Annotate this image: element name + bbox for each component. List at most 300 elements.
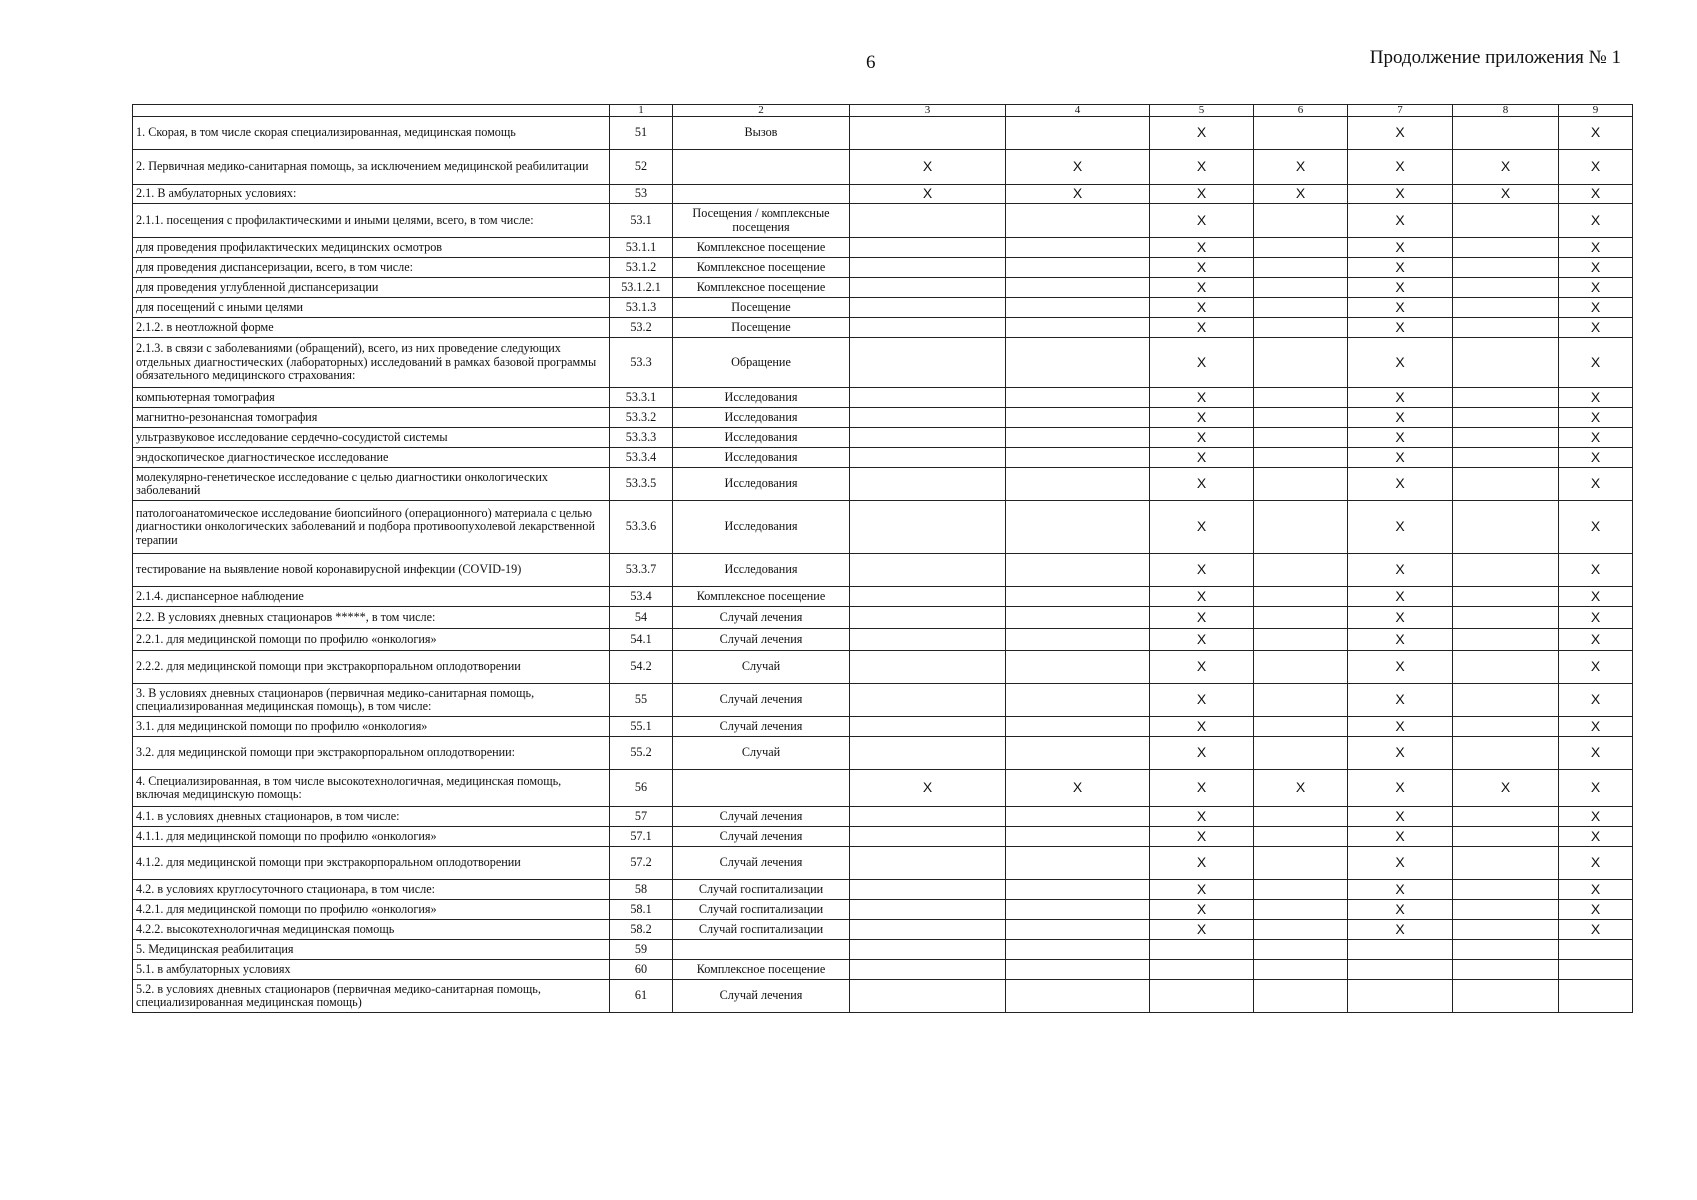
mark-cell-c7: X [1348, 807, 1453, 827]
mark-cell-c4 [1006, 408, 1150, 428]
table-row [133, 587, 1633, 607]
mark-cell-c4 [1006, 880, 1150, 900]
table-row [133, 554, 1633, 587]
unit-cell: Комплексное посещение [673, 278, 850, 298]
mark-cell-c5: X [1150, 737, 1254, 770]
column-header [133, 105, 610, 117]
mark-cell-c6 [1254, 629, 1348, 651]
column-number-row [133, 105, 1633, 117]
mark-cell-c8: X [1453, 770, 1559, 807]
mark-cell-c4 [1006, 737, 1150, 770]
mark-cell-c7: X [1348, 847, 1453, 880]
unit-cell: Комплексное посещение [673, 238, 850, 258]
mark-cell-c8 [1453, 388, 1559, 408]
mark-cell-c8 [1453, 318, 1559, 338]
unit-cell: Случай лечения [673, 629, 850, 651]
mark-cell-c6: X [1254, 185, 1348, 204]
unit-cell: Исследования [673, 388, 850, 408]
mark-cell-c3 [850, 204, 1006, 238]
mark-cell-c9: X [1559, 117, 1633, 150]
line-number-cell: 55 [610, 684, 673, 717]
table-row [133, 298, 1633, 318]
mark-cell-c6 [1254, 940, 1348, 960]
row-name-cell: 5.1. в амбулаторных условиях [133, 960, 610, 980]
mark-cell-c5: X [1150, 900, 1254, 920]
mark-cell-c5: X [1150, 920, 1254, 940]
line-number-cell: 53.4 [610, 587, 673, 607]
mark-cell-c4 [1006, 258, 1150, 278]
table-row [133, 448, 1633, 468]
mark-cell-c4 [1006, 629, 1150, 651]
table-row [133, 900, 1633, 920]
row-name-cell: для посещений с иными целями [133, 298, 610, 318]
mark-cell-c3 [850, 408, 1006, 428]
mark-cell-c4 [1006, 940, 1150, 960]
unit-cell: Случай лечения [673, 717, 850, 737]
table-row [133, 468, 1633, 501]
mark-cell-c9: X [1559, 607, 1633, 629]
mark-cell-c9: X [1559, 388, 1633, 408]
line-number-cell: 53.3.1 [610, 388, 673, 408]
mark-cell-c7: X [1348, 428, 1453, 448]
mark-cell-c7: X [1348, 587, 1453, 607]
mark-cell-c4 [1006, 298, 1150, 318]
mark-cell-c6 [1254, 448, 1348, 468]
mark-cell-c3: X [850, 770, 1006, 807]
mark-cell-c3: X [850, 185, 1006, 204]
mark-cell-c4 [1006, 980, 1150, 1013]
table-row [133, 920, 1633, 940]
mark-cell-c5: X [1150, 185, 1254, 204]
table-row [133, 408, 1633, 428]
unit-cell: Случай [673, 737, 850, 770]
mark-cell-c4 [1006, 428, 1150, 448]
mark-cell-c9: X [1559, 770, 1633, 807]
mark-cell-c6 [1254, 388, 1348, 408]
line-number-cell: 53.1 [610, 204, 673, 238]
mark-cell-c5: X [1150, 717, 1254, 737]
mark-cell-c9: X [1559, 428, 1633, 448]
mark-cell-c9: X [1559, 278, 1633, 298]
table-row [133, 940, 1633, 960]
unit-cell: Случай [673, 651, 850, 684]
mark-cell-c3 [850, 807, 1006, 827]
mark-cell-c5: X [1150, 880, 1254, 900]
line-number-cell: 54 [610, 607, 673, 629]
unit-cell: Исследования [673, 428, 850, 448]
mark-cell-c7: X [1348, 318, 1453, 338]
line-number-cell: 58.1 [610, 900, 673, 920]
row-name-cell: молекулярно-генетическое исследование с целью диагностики онкологических заболеваний [133, 468, 610, 501]
unit-cell: Случай лечения [673, 847, 850, 880]
column-header: 1 [610, 105, 673, 117]
mark-cell-c6 [1254, 607, 1348, 629]
mark-cell-c8 [1453, 651, 1559, 684]
mark-cell-c4 [1006, 318, 1150, 338]
table-row [133, 960, 1633, 980]
row-name-cell: ультразвуковое исследование сердечно-сосудистой системы [133, 428, 610, 448]
mark-cell-c8: X [1453, 185, 1559, 204]
row-name-cell: тестирование на выявление новой коронавирусной инфекции (COVID-19) [133, 554, 610, 587]
mark-cell-c5: X [1150, 318, 1254, 338]
column-header: 8 [1453, 105, 1559, 117]
mark-cell-c7: X [1348, 684, 1453, 717]
mark-cell-c7: X [1348, 338, 1453, 388]
line-number-cell: 57.2 [610, 847, 673, 880]
row-name-cell: 4. Специализированная, в том числе высокотехнологичная, медицинская помощь, включая медицинскую помощь: [133, 770, 610, 807]
mark-cell-c5 [1150, 960, 1254, 980]
mark-cell-c3 [850, 980, 1006, 1013]
mark-cell-c9: X [1559, 448, 1633, 468]
mark-cell-c7: X [1348, 651, 1453, 684]
mark-cell-c8 [1453, 117, 1559, 150]
mark-cell-c6 [1254, 338, 1348, 388]
mark-cell-c8 [1453, 554, 1559, 587]
row-name-cell: 2.1.2. в неотложной форме [133, 318, 610, 338]
mark-cell-c3 [850, 827, 1006, 847]
mark-cell-c4 [1006, 554, 1150, 587]
unit-cell: Случай госпитализации [673, 920, 850, 940]
mark-cell-c4 [1006, 501, 1150, 554]
unit-cell: Случай госпитализации [673, 900, 850, 920]
mark-cell-c6 [1254, 501, 1348, 554]
mark-cell-c8 [1453, 960, 1559, 980]
mark-cell-c9: X [1559, 501, 1633, 554]
unit-cell: Вызов [673, 117, 850, 150]
appendix-continuation-note: Продолжение приложения № 1 [1369, 47, 1621, 68]
line-number-cell: 56 [610, 770, 673, 807]
mark-cell-c9: X [1559, 238, 1633, 258]
mark-cell-c4 [1006, 448, 1150, 468]
column-header: 3 [850, 105, 1006, 117]
row-name-cell: 2.2.2. для медицинской помощи при экстракорпоральном оплодотворении [133, 651, 610, 684]
unit-cell: Случай лечения [673, 980, 850, 1013]
row-name-cell: для проведения профилактических медицинских осмотров [133, 238, 610, 258]
mark-cell-c9: X [1559, 338, 1633, 388]
mark-cell-c4: X [1006, 185, 1150, 204]
mark-cell-c5: X [1150, 629, 1254, 651]
mark-cell-c8 [1453, 204, 1559, 238]
mark-cell-c8 [1453, 468, 1559, 501]
mark-cell-c8 [1453, 940, 1559, 960]
line-number-cell: 53 [610, 185, 673, 204]
row-name-cell: 2.1.1. посещения с профилактическими и иными целями, всего, в том числе: [133, 204, 610, 238]
mark-cell-c3 [850, 117, 1006, 150]
mark-cell-c5: X [1150, 651, 1254, 684]
unit-cell [673, 185, 850, 204]
mark-cell-c9: X [1559, 717, 1633, 737]
mark-cell-c5: X [1150, 468, 1254, 501]
unit-cell: Исследования [673, 468, 850, 501]
unit-cell: Обращение [673, 338, 850, 388]
mark-cell-c4 [1006, 847, 1150, 880]
mark-cell-c3 [850, 468, 1006, 501]
mark-cell-c9: X [1559, 827, 1633, 847]
line-number-cell: 53.1.2.1 [610, 278, 673, 298]
row-name-cell: 4.1.2. для медицинской помощи при экстракорпоральном оплодотворении [133, 847, 610, 880]
mark-cell-c8 [1453, 338, 1559, 388]
mark-cell-c7 [1348, 980, 1453, 1013]
unit-cell: Случай лечения [673, 827, 850, 847]
mark-cell-c9 [1559, 940, 1633, 960]
mark-cell-c3 [850, 448, 1006, 468]
table-row [133, 629, 1633, 651]
mark-cell-c8 [1453, 258, 1559, 278]
mark-cell-c9: X [1559, 318, 1633, 338]
appendix-table [132, 104, 1633, 1013]
mark-cell-c7: X [1348, 150, 1453, 185]
line-number-cell: 53.1.3 [610, 298, 673, 318]
line-number-cell: 58.2 [610, 920, 673, 940]
table-row [133, 827, 1633, 847]
table-body [133, 105, 1633, 1013]
mark-cell-c6 [1254, 117, 1348, 150]
row-name-cell: 2. Первичная медико-санитарная помощь, за исключением медицинской реабилитации [133, 150, 610, 185]
table-row [133, 770, 1633, 807]
column-header: 4 [1006, 105, 1150, 117]
mark-cell-c8 [1453, 847, 1559, 880]
mark-cell-c8 [1453, 717, 1559, 737]
line-number-cell: 53.3.7 [610, 554, 673, 587]
mark-cell-c8 [1453, 900, 1559, 920]
mark-cell-c3 [850, 587, 1006, 607]
mark-cell-c7: X [1348, 554, 1453, 587]
mark-cell-c8 [1453, 684, 1559, 717]
mark-cell-c7: X [1348, 468, 1453, 501]
mark-cell-c8: X [1453, 150, 1559, 185]
mark-cell-c3 [850, 501, 1006, 554]
row-name-cell: 2.2.1. для медицинской помощи по профилю «онкология» [133, 629, 610, 651]
column-header: 6 [1254, 105, 1348, 117]
mark-cell-c9: X [1559, 204, 1633, 238]
mark-cell-c5 [1150, 980, 1254, 1013]
mark-cell-c7 [1348, 940, 1453, 960]
table-row [133, 185, 1633, 204]
mark-cell-c5: X [1150, 827, 1254, 847]
mark-cell-c4 [1006, 717, 1150, 737]
table-row [133, 388, 1633, 408]
mark-cell-c5: X [1150, 501, 1254, 554]
line-number-cell: 53.3 [610, 338, 673, 388]
mark-cell-c5: X [1150, 117, 1254, 150]
mark-cell-c4 [1006, 117, 1150, 150]
row-name-cell: 5. Медицинская реабилитация [133, 940, 610, 960]
mark-cell-c5: X [1150, 278, 1254, 298]
mark-cell-c8 [1453, 501, 1559, 554]
unit-cell: Комплексное посещение [673, 960, 850, 980]
mark-cell-c9: X [1559, 684, 1633, 717]
line-number-cell: 52 [610, 150, 673, 185]
mark-cell-c5: X [1150, 847, 1254, 880]
page-number: 6 [866, 52, 876, 73]
mark-cell-c8 [1453, 980, 1559, 1013]
mark-cell-c5: X [1150, 587, 1254, 607]
mark-cell-c7 [1348, 960, 1453, 980]
mark-cell-c6 [1254, 278, 1348, 298]
mark-cell-c3 [850, 847, 1006, 880]
mark-cell-c8 [1453, 807, 1559, 827]
mark-cell-c3 [850, 900, 1006, 920]
mark-cell-c9: X [1559, 629, 1633, 651]
table-row [133, 847, 1633, 880]
row-name-cell: 4.2. в условиях круглосуточного стационара, в том числе: [133, 880, 610, 900]
row-name-cell: эндоскопическое диагностическое исследование [133, 448, 610, 468]
mark-cell-c4 [1006, 920, 1150, 940]
mark-cell-c4 [1006, 684, 1150, 717]
line-number-cell: 53.1.2 [610, 258, 673, 278]
unit-cell [673, 150, 850, 185]
unit-cell: Исследования [673, 448, 850, 468]
mark-cell-c3 [850, 554, 1006, 587]
mark-cell-c6 [1254, 900, 1348, 920]
mark-cell-c8 [1453, 827, 1559, 847]
line-number-cell: 53.2 [610, 318, 673, 338]
row-name-cell: 4.2.1. для медицинской помощи по профилю «онкология» [133, 900, 610, 920]
line-number-cell: 53.3.5 [610, 468, 673, 501]
line-number-cell: 57 [610, 807, 673, 827]
mark-cell-c7: X [1348, 880, 1453, 900]
mark-cell-c9: X [1559, 880, 1633, 900]
mark-cell-c9: X [1559, 847, 1633, 880]
mark-cell-c8 [1453, 737, 1559, 770]
unit-cell: Случай лечения [673, 607, 850, 629]
mark-cell-c8 [1453, 920, 1559, 940]
row-name-cell: магнитно-резонансная томография [133, 408, 610, 428]
mark-cell-c7: X [1348, 408, 1453, 428]
mark-cell-c4 [1006, 900, 1150, 920]
table-row [133, 501, 1633, 554]
mark-cell-c5: X [1150, 388, 1254, 408]
table-row [133, 980, 1633, 1013]
row-name-cell: для проведения диспансеризации, всего, в том числе: [133, 258, 610, 278]
unit-cell: Исследования [673, 554, 850, 587]
table-row [133, 258, 1633, 278]
line-number-cell: 61 [610, 980, 673, 1013]
mark-cell-c4 [1006, 651, 1150, 684]
line-number-cell: 53.1.1 [610, 238, 673, 258]
mark-cell-c5: X [1150, 448, 1254, 468]
mark-cell-c8 [1453, 880, 1559, 900]
mark-cell-c3 [850, 960, 1006, 980]
row-name-cell: 1. Скорая, в том числе скорая специализированная, медицинская помощь [133, 117, 610, 150]
line-number-cell: 60 [610, 960, 673, 980]
mark-cell-c7: X [1348, 258, 1453, 278]
mark-cell-c9: X [1559, 185, 1633, 204]
mark-cell-c6 [1254, 318, 1348, 338]
unit-cell: Исследования [673, 501, 850, 554]
mark-cell-c5: X [1150, 298, 1254, 318]
mark-cell-c3 [850, 737, 1006, 770]
mark-cell-c9: X [1559, 298, 1633, 318]
mark-cell-c3 [850, 258, 1006, 278]
table-row [133, 117, 1633, 150]
mark-cell-c8 [1453, 238, 1559, 258]
mark-cell-c9: X [1559, 737, 1633, 770]
mark-cell-c4 [1006, 388, 1150, 408]
mark-cell-c4 [1006, 607, 1150, 629]
mark-cell-c3 [850, 651, 1006, 684]
row-name-cell: 4.1.1. для медицинской помощи по профилю «онкология» [133, 827, 610, 847]
mark-cell-c9: X [1559, 468, 1633, 501]
unit-cell: Посещение [673, 298, 850, 318]
mark-cell-c6 [1254, 960, 1348, 980]
mark-cell-c6 [1254, 737, 1348, 770]
mark-cell-c3 [850, 684, 1006, 717]
mark-cell-c3 [850, 388, 1006, 408]
mark-cell-c4: X [1006, 770, 1150, 807]
mark-cell-c4 [1006, 238, 1150, 258]
table-row [133, 150, 1633, 185]
line-number-cell: 57.1 [610, 827, 673, 847]
line-number-cell: 51 [610, 117, 673, 150]
mark-cell-c7: X [1348, 448, 1453, 468]
mark-cell-c3 [850, 940, 1006, 960]
mark-cell-c6 [1254, 238, 1348, 258]
unit-cell: Случай лечения [673, 807, 850, 827]
mark-cell-c7: X [1348, 278, 1453, 298]
mark-cell-c8 [1453, 629, 1559, 651]
unit-cell: Посещение [673, 318, 850, 338]
line-number-cell: 58 [610, 880, 673, 900]
mark-cell-c4: X [1006, 150, 1150, 185]
mark-cell-c6 [1254, 717, 1348, 737]
mark-cell-c6 [1254, 807, 1348, 827]
mark-cell-c7: X [1348, 388, 1453, 408]
mark-cell-c5 [1150, 940, 1254, 960]
mark-cell-c3 [850, 880, 1006, 900]
mark-cell-c8 [1453, 278, 1559, 298]
mark-cell-c4 [1006, 468, 1150, 501]
row-name-cell: патологоанатомическое исследование биопсийного (операционного) материала с целью диагностики онкологических заболеваний и подбора противоопухолевой лекарственной терапии [133, 501, 610, 554]
mark-cell-c5: X [1150, 607, 1254, 629]
mark-cell-c6 [1254, 298, 1348, 318]
mark-cell-c7: X [1348, 117, 1453, 150]
mark-cell-c5: X [1150, 258, 1254, 278]
mark-cell-c9: X [1559, 900, 1633, 920]
table-row [133, 651, 1633, 684]
mark-cell-c6 [1254, 651, 1348, 684]
table-row [133, 684, 1633, 717]
line-number-cell: 53.3.2 [610, 408, 673, 428]
mark-cell-c5: X [1150, 204, 1254, 238]
mark-cell-c4 [1006, 827, 1150, 847]
mark-cell-c9: X [1559, 408, 1633, 428]
table-row [133, 338, 1633, 388]
mark-cell-c7: X [1348, 717, 1453, 737]
mark-cell-c7: X [1348, 298, 1453, 318]
line-number-cell: 53.3.4 [610, 448, 673, 468]
mark-cell-c3 [850, 238, 1006, 258]
mark-cell-c7: X [1348, 900, 1453, 920]
mark-cell-c6 [1254, 827, 1348, 847]
mark-cell-c3 [850, 338, 1006, 388]
mark-cell-c7: X [1348, 629, 1453, 651]
mark-cell-c6 [1254, 554, 1348, 587]
table-row [133, 204, 1633, 238]
row-name-cell: 2.2. В условиях дневных стационаров *****, в том числе: [133, 607, 610, 629]
mark-cell-c6 [1254, 468, 1348, 501]
line-number-cell: 59 [610, 940, 673, 960]
line-number-cell: 54.1 [610, 629, 673, 651]
mark-cell-c4 [1006, 278, 1150, 298]
row-name-cell: для проведения углубленной диспансеризации [133, 278, 610, 298]
row-name-cell: 5.2. в условиях дневных стационаров (первичная медико-санитарная помощь, специализированная медицинская помощь) [133, 980, 610, 1013]
mark-cell-c4 [1006, 338, 1150, 388]
mark-cell-c9: X [1559, 920, 1633, 940]
unit-cell: Случай лечения [673, 684, 850, 717]
mark-cell-c9: X [1559, 258, 1633, 278]
mark-cell-c5: X [1150, 150, 1254, 185]
